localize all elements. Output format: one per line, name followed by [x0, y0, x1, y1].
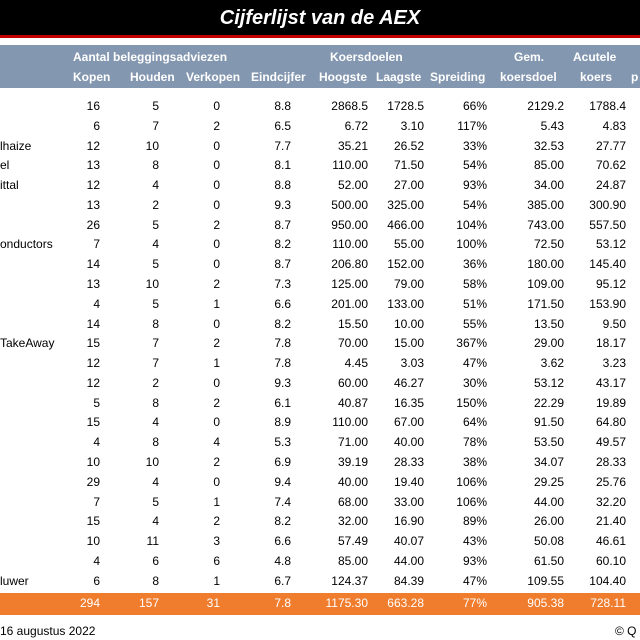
gem-koersdoel-cell: 5.43 [540, 118, 564, 133]
eindcijfer-cell: 7.4 [274, 494, 291, 509]
total-laagste: 663.28 [387, 596, 424, 610]
eindcijfer-cell: 8.8 [274, 178, 291, 193]
houden-cell: 5 [152, 494, 159, 509]
actuele-koers-cell: 70.62 [595, 158, 626, 173]
gem-koersdoel-cell: 53.12 [533, 375, 564, 390]
eindcijfer-cell: 7.8 [274, 356, 291, 371]
table-row [0, 353, 640, 373]
kopen-cell: 10 [86, 534, 100, 549]
header-group-advice: Aantal beleggingsadviezen [73, 50, 228, 64]
table-row [0, 254, 640, 274]
laagste-cell: 79.00 [393, 277, 424, 292]
hoogste-cell: 57.49 [337, 534, 368, 549]
houden-cell: 10 [145, 455, 159, 470]
table-row [0, 531, 640, 551]
verkopen-cell: 4 [213, 435, 220, 450]
houden-cell: 11 [146, 534, 159, 549]
houden-cell: 8 [152, 316, 159, 331]
total-verkopen: 31 [206, 596, 220, 610]
kopen-cell: 10 [86, 455, 100, 470]
title-bar [0, 0, 640, 38]
header-hoogste: Hoogste [319, 70, 367, 84]
houden-cell: 5 [152, 257, 159, 272]
verkopen-cell: 0 [213, 474, 220, 489]
kopen-cell: 13 [86, 158, 100, 173]
table-row [0, 492, 640, 512]
company-name: TakeAway [0, 336, 55, 351]
table-header [0, 45, 640, 88]
verkopen-cell: 1 [213, 494, 220, 509]
actuele-koers-cell: 46.61 [595, 534, 626, 549]
verkopen-cell: 2 [213, 217, 220, 232]
gem-koersdoel-cell: 2129.2 [527, 99, 564, 113]
header-gem-top: Gem. [514, 50, 545, 64]
actuele-koers-cell: 95.12 [595, 277, 626, 292]
hoogste-cell: 4.45 [344, 356, 368, 371]
header-houden: Houden [130, 70, 175, 84]
actuele-koers-cell: 28.33 [595, 455, 626, 470]
actuele-koers-cell: 27.77 [595, 138, 626, 153]
hoogste-cell: 39.19 [337, 455, 368, 470]
kopen-cell: 14 [86, 316, 100, 331]
gem-koersdoel-cell: 85.00 [533, 158, 564, 173]
hoogste-cell: 110.00 [332, 158, 368, 173]
actuele-koers-cell: 145.40 [589, 257, 626, 272]
laagste-cell: 10.00 [393, 316, 424, 331]
table-row [0, 294, 640, 314]
gem-koersdoel-cell: 385.00 [527, 197, 564, 212]
spreiding-cell: 100% [456, 237, 487, 252]
houden-cell: 4 [152, 237, 159, 252]
kopen-cell: 14 [86, 257, 100, 272]
verkopen-cell: 2 [213, 514, 220, 529]
houden-cell: 7 [152, 356, 159, 371]
spreiding-cell: 51% [462, 296, 487, 311]
houden-cell: 4 [152, 415, 159, 430]
kopen-cell: 6 [93, 118, 100, 133]
laagste-cell: 3.10 [400, 118, 424, 133]
verkopen-cell: 2 [213, 336, 220, 351]
spreiding-cell: 64% [462, 415, 487, 430]
laagste-cell: 71.50 [393, 158, 424, 173]
eindcijfer-cell: 8.8 [274, 99, 291, 113]
hoogste-cell: 35.21 [337, 138, 368, 153]
gem-koersdoel-cell: 743.00 [527, 217, 564, 232]
houden-cell: 7 [152, 336, 159, 351]
spreiding-cell: 54% [462, 158, 487, 173]
footer-copyright: © Q [615, 624, 637, 638]
kopen-cell: 13 [86, 197, 100, 212]
kopen-cell: 5 [93, 395, 100, 410]
actuele-koers-cell: 60.10 [595, 553, 626, 568]
actuele-koers-cell: 104.40 [589, 573, 626, 588]
eindcijfer-cell: 8.2 [274, 514, 291, 529]
spreiding-cell: 47% [462, 573, 487, 588]
header-spreiding: Spreiding [430, 70, 486, 84]
houden-cell: 10 [145, 138, 159, 153]
page-title: Cijferlijst van de AEX [219, 7, 421, 29]
actuele-koers-cell: 9.50 [602, 316, 626, 331]
eindcijfer-cell: 6.6 [274, 296, 291, 311]
verkopen-cell: 2 [213, 395, 220, 410]
gem-koersdoel-cell: 13.50 [533, 316, 564, 331]
table-row [0, 452, 640, 472]
laagste-cell: 28.33 [393, 455, 424, 470]
kopen-cell: 15 [86, 336, 100, 351]
eindcijfer-cell: 9.3 [274, 375, 291, 390]
houden-cell: 2 [152, 197, 159, 212]
houden-cell: 5 [152, 217, 159, 232]
laagste-cell: 3.03 [400, 356, 424, 371]
spreiding-cell: 38% [462, 455, 487, 470]
verkopen-cell: 0 [213, 197, 220, 212]
gem-koersdoel-cell: 53.50 [533, 435, 564, 450]
total-kopen: 294 [79, 596, 100, 610]
houden-cell: 8 [152, 573, 159, 588]
hoogste-cell: 15.50 [337, 316, 368, 331]
actuele-koers-cell: 43.17 [595, 375, 626, 390]
hoogste-cell: 206.80 [331, 257, 368, 272]
kopen-cell: 15 [86, 415, 100, 430]
table-row [0, 215, 640, 235]
hoogste-cell: 70.00 [337, 336, 368, 351]
header-edge-p: p [631, 70, 639, 84]
kopen-cell: 12 [86, 178, 100, 193]
table-row [0, 432, 640, 452]
verkopen-cell: 1 [213, 573, 220, 588]
eindcijfer-cell: 6.5 [274, 118, 291, 133]
verkopen-cell: 2 [213, 277, 220, 292]
verkopen-cell: 0 [213, 138, 220, 153]
laagste-cell: 27.00 [393, 178, 424, 193]
kopen-cell: 7 [93, 237, 100, 252]
laagste-cell: 19.40 [393, 474, 424, 489]
laagste-cell: 40.00 [393, 435, 424, 450]
header-eindcijfer: Eindcijfer [251, 70, 306, 84]
eindcijfer-cell: 8.2 [274, 316, 291, 331]
gem-koersdoel-cell: 34.07 [533, 455, 564, 470]
table-row [0, 333, 640, 353]
laagste-cell: 325.00 [387, 197, 424, 212]
hoogste-cell: 85.00 [337, 553, 368, 568]
laagste-cell: 133.00 [387, 296, 424, 311]
houden-cell: 5 [152, 296, 159, 311]
houden-cell: 7 [152, 118, 159, 133]
hoogste-cell: 40.00 [337, 474, 368, 489]
kopen-cell: 15 [86, 514, 100, 529]
hoogste-cell: 500.00 [331, 197, 368, 212]
actuele-koers-cell: 153.90 [589, 296, 626, 311]
spreiding-cell: 66% [462, 99, 487, 113]
total-hoogste: 1175.30 [325, 596, 368, 610]
gem-koersdoel-cell: 61.50 [533, 553, 564, 568]
laagste-cell: 46.27 [393, 375, 424, 390]
spreiding-cell: 367% [456, 336, 487, 351]
verkopen-cell: 0 [213, 237, 220, 252]
gem-koersdoel-cell: 32.53 [533, 138, 564, 153]
houden-cell: 5 [152, 99, 159, 113]
eindcijfer-cell: 7.3 [274, 277, 291, 292]
kopen-cell: 12 [86, 138, 100, 153]
spreiding-cell: 43% [462, 534, 487, 549]
gem-koersdoel-cell: 3.62 [540, 356, 564, 371]
gem-koersdoel-cell: 26.00 [533, 514, 564, 529]
houden-cell: 4 [152, 474, 159, 489]
spreiding-cell: 78% [462, 435, 487, 450]
verkopen-cell: 1 [213, 296, 220, 311]
gem-koersdoel-cell: 50.08 [533, 534, 564, 549]
gem-koersdoel-cell: 171.50 [527, 296, 564, 311]
houden-cell: 8 [152, 395, 159, 410]
gem-koersdoel-cell: 72.50 [533, 237, 564, 252]
eindcijfer-cell: 8.9 [274, 415, 291, 430]
table-row [0, 511, 640, 531]
houden-cell: 6 [152, 553, 159, 568]
actuele-koers-cell: 4.83 [602, 118, 626, 133]
table-row [0, 314, 640, 334]
verkopen-cell: 6 [213, 553, 220, 568]
actuele-koers-cell: 1788.4 [589, 99, 626, 113]
company-name: luwer [0, 573, 29, 588]
gem-koersdoel-cell: 109.55 [527, 573, 564, 588]
eindcijfer-cell: 8.2 [274, 237, 291, 252]
laagste-cell: 1728.5 [387, 99, 424, 113]
houden-cell: 4 [152, 514, 159, 529]
total-actuele-koers: 728.11 [590, 596, 626, 610]
kopen-cell: 29 [86, 474, 100, 489]
actuele-koers-cell: 64.80 [595, 415, 626, 430]
actuele-koers-cell: 32.20 [595, 494, 626, 509]
verkopen-cell: 1 [213, 356, 220, 371]
header-kopen: Kopen [73, 70, 111, 84]
total-eindcijfer: 7.8 [274, 596, 291, 610]
footer-date: 16 augustus 2022 [0, 624, 96, 638]
kopen-cell: 7 [93, 494, 100, 509]
spreiding-cell: 54% [462, 197, 487, 212]
kopen-cell: 4 [93, 435, 100, 450]
spreiding-cell: 55% [462, 316, 487, 331]
spreiding-cell: 89% [462, 514, 487, 529]
gem-koersdoel-cell: 109.00 [527, 277, 564, 292]
kopen-cell: 4 [93, 296, 100, 311]
spreiding-cell: 58% [462, 277, 487, 292]
actuele-koers-cell: 49.57 [595, 435, 626, 450]
spreiding-cell: 33% [462, 138, 487, 153]
gem-koersdoel-cell: 44.00 [533, 494, 564, 509]
table-row [0, 472, 640, 492]
eindcijfer-cell: 6.7 [274, 573, 291, 588]
kopen-cell: 26 [86, 217, 100, 232]
houden-cell: 4 [152, 178, 159, 193]
company-name: onductors [0, 237, 53, 252]
table-row [0, 195, 640, 215]
laagste-cell: 55.00 [393, 237, 424, 252]
kopen-cell: 12 [86, 356, 100, 371]
header-actueel-top: Acutele [573, 50, 617, 64]
hoogste-cell: 201.00 [331, 296, 368, 311]
table-row [0, 274, 640, 294]
actuele-koers-cell: 19.89 [595, 395, 626, 410]
eindcijfer-cell: 7.7 [274, 138, 291, 153]
spreiding-cell: 47% [462, 356, 487, 371]
table-row [0, 393, 640, 413]
header-gem-koersdoel: koersdoel [500, 70, 557, 84]
laagste-cell: 33.00 [393, 494, 424, 509]
verkopen-cell: 3 [213, 534, 220, 549]
hoogste-cell: 68.00 [337, 494, 368, 509]
table-row [0, 412, 640, 432]
gem-koersdoel-cell: 91.50 [533, 415, 564, 430]
hoogste-cell: 32.00 [337, 514, 368, 529]
eindcijfer-cell: 8.7 [274, 217, 291, 232]
header-verkopen: Verkopen [186, 70, 241, 84]
eindcijfer-cell: 8.1 [274, 158, 291, 173]
company-name: lhaize [0, 138, 32, 153]
verkopen-cell: 2 [213, 455, 220, 470]
header-laagste: Laagste [376, 70, 422, 84]
kopen-cell: 12 [86, 375, 100, 390]
kopen-cell: 16 [86, 99, 100, 113]
hoogste-cell: 2868.5 [331, 99, 368, 113]
totals-row [0, 593, 640, 615]
verkopen-cell: 0 [213, 257, 220, 272]
eindcijfer-cell: 9.4 [274, 474, 291, 489]
hoogste-cell: 950.00 [331, 217, 368, 232]
laagste-cell: 466.00 [387, 217, 424, 232]
hoogste-cell: 52.00 [337, 178, 368, 193]
eindcijfer-cell: 6.1 [274, 395, 291, 410]
laagste-cell: 44.00 [393, 553, 424, 568]
spreiding-cell: 117% [457, 118, 487, 133]
laagste-cell: 16.90 [393, 514, 424, 529]
houden-cell: 2 [152, 375, 159, 390]
table-row [0, 136, 640, 156]
actuele-koers-cell: 25.76 [595, 474, 626, 489]
gem-koersdoel-cell: 29.25 [533, 474, 564, 489]
verkopen-cell: 2 [213, 118, 220, 133]
table-row [0, 234, 640, 254]
gem-koersdoel-cell: 29.00 [533, 336, 564, 351]
gem-koersdoel-cell: 22.29 [533, 395, 564, 410]
verkopen-cell: 0 [213, 99, 220, 113]
header-group-targets: Koersdoelen [330, 50, 403, 64]
verkopen-cell: 0 [213, 415, 220, 430]
laagste-cell: 16.35 [393, 395, 424, 410]
eindcijfer-cell: 8.7 [274, 257, 291, 272]
laagste-cell: 26.52 [393, 138, 424, 153]
houden-cell: 8 [152, 435, 159, 450]
eindcijfer-cell: 9.3 [274, 197, 291, 212]
total-gem-koersdoel: 905.38 [527, 596, 564, 610]
hoogste-cell: 40.87 [337, 395, 368, 410]
spreiding-cell: 93% [462, 178, 487, 193]
verkopen-cell: 0 [213, 316, 220, 331]
table-row [0, 373, 640, 393]
houden-cell: 8 [152, 158, 159, 173]
total-spreiding: 77% [462, 596, 487, 610]
actuele-koers-cell: 557.50 [589, 217, 626, 232]
eindcijfer-cell: 4.8 [274, 553, 291, 568]
eindcijfer-cell: 6.9 [274, 455, 291, 470]
actuele-koers-cell: 3.23 [602, 356, 626, 371]
kopen-cell: 6 [93, 573, 100, 588]
verkopen-cell: 0 [213, 158, 220, 173]
header-actuele-koers: koers [580, 70, 613, 84]
table-row [0, 155, 640, 175]
company-name: el [0, 158, 10, 173]
laagste-cell: 15.00 [393, 336, 424, 351]
table-row [0, 571, 640, 591]
table-row [0, 551, 640, 571]
actuele-koers-cell: 18.17 [595, 336, 626, 351]
eindcijfer-cell: 7.8 [274, 336, 291, 351]
verkopen-cell: 0 [213, 375, 220, 390]
hoogste-cell: 110.00 [332, 415, 368, 430]
spreiding-cell: 106% [456, 474, 487, 489]
table-row [0, 175, 640, 195]
verkopen-cell: 0 [213, 178, 220, 193]
hoogste-cell: 110.00 [332, 237, 368, 252]
table-row [0, 96, 640, 116]
hoogste-cell: 6.72 [344, 118, 368, 133]
laagste-cell: 152.00 [387, 257, 424, 272]
spreiding-cell: 36% [462, 257, 487, 272]
laagste-cell: 84.39 [393, 573, 424, 588]
spreiding-cell: 30% [462, 375, 487, 390]
actuele-koers-cell: 21.40 [595, 514, 626, 529]
houden-cell: 10 [145, 277, 159, 292]
eindcijfer-cell: 6.6 [274, 534, 291, 549]
gem-koersdoel-cell: 180.00 [527, 257, 564, 272]
kopen-cell: 13 [86, 277, 100, 292]
laagste-cell: 40.07 [393, 534, 424, 549]
hoogste-cell: 124.37 [331, 573, 368, 588]
table-row [0, 116, 640, 136]
hoogste-cell: 71.00 [337, 435, 368, 450]
spreiding-cell: 93% [462, 553, 487, 568]
hoogste-cell: 125.00 [331, 277, 368, 292]
actuele-koers-cell: 53.12 [595, 237, 626, 252]
eindcijfer-cell: 5.3 [274, 435, 291, 450]
kopen-cell: 4 [93, 553, 100, 568]
actuele-koers-cell: 24.87 [595, 178, 626, 193]
company-name: ittal [0, 178, 19, 193]
gem-koersdoel-cell: 34.00 [533, 178, 564, 193]
hoogste-cell: 60.00 [337, 375, 368, 390]
spreiding-cell: 106% [456, 494, 487, 509]
spreiding-cell: 104% [456, 217, 487, 232]
total-houden: 157 [138, 596, 159, 610]
laagste-cell: 67.00 [393, 415, 424, 430]
spreiding-cell: 150% [456, 395, 487, 410]
actuele-koers-cell: 300.90 [589, 197, 626, 212]
